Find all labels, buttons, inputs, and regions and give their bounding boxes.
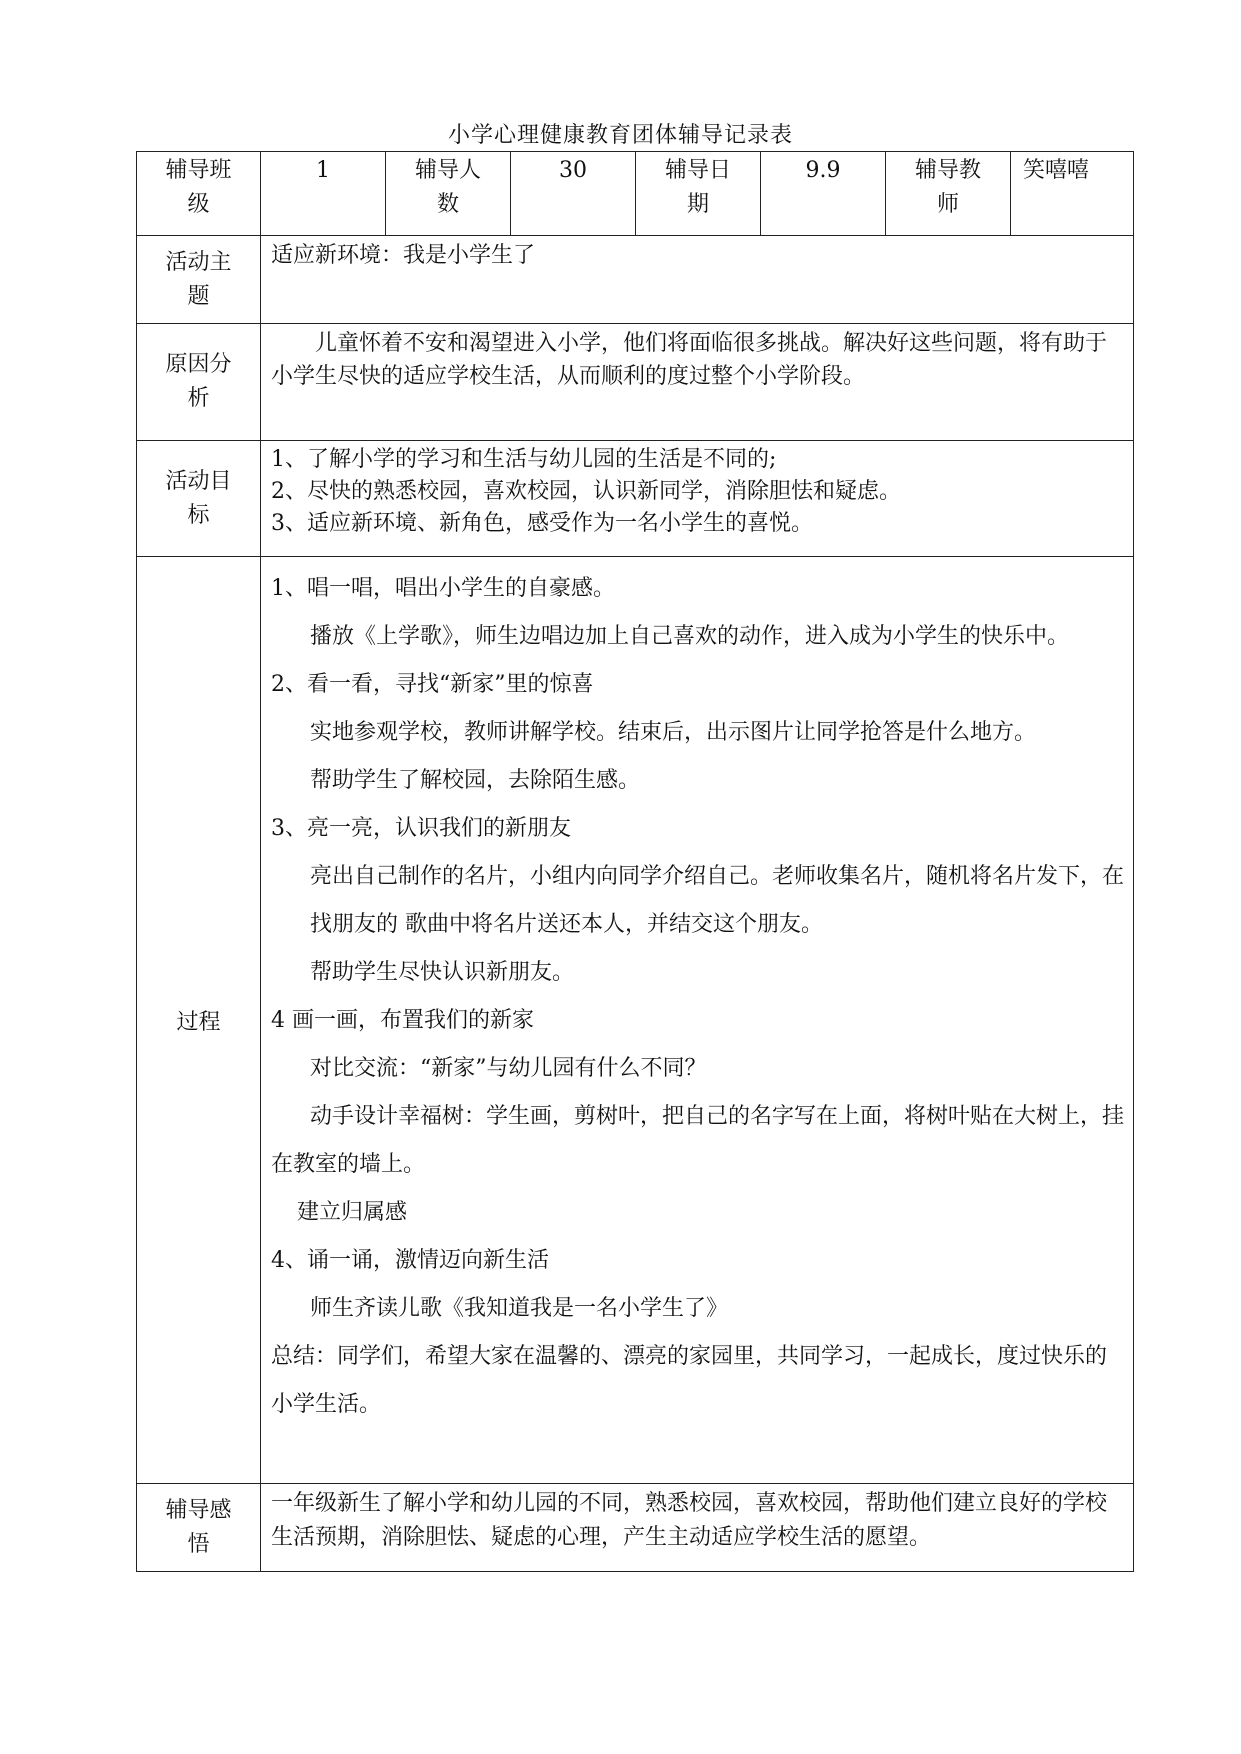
goals-list [261,441,1134,557]
class-label: 辅导班级 [137,152,261,236]
step3-text2: 帮助学生尽快认识新朋友。 [310,960,575,985]
goals-label-text: 活动目标 [165,468,232,528]
step1-title: 1、唱一唱，唱出小学生的自豪感。 [271,576,615,601]
goal-item: 2、尽快的熟悉校园，喜欢校园，认识新同学，消除胆怯和疑虑。 [271,479,901,504]
date-label: 辅导日期 [636,152,761,236]
process-label: 过程 [137,557,261,1484]
step2-text1: 实地参观学校，教师讲解学校。结束后，出示图片让同学抢答是什么地方。 [310,720,1037,745]
process-content [261,557,1134,1484]
reason-label [137,324,261,441]
reflection-value: 一年级新生了解小学和幼儿园的不同，熟悉校园，喜欢校园，帮助他们建立良好的学校生活预期，消除胆怯、疑虑的心理，产生主动适应学校生活的愿望。 [261,1484,1134,1572]
teacher-value: 笑嘻嘻 [1011,152,1134,236]
step4-title: 4 画一画，布置我们的新家 [271,1008,534,1033]
theme-value: 适应新环境：我是小学生了 [261,236,1134,324]
theme-label [137,236,261,324]
page-title: 小学心理健康教育团体辅导记录表 [447,123,793,148]
step4-text3: 建立归属感 [297,1200,408,1225]
teacher-label: 辅导教师 [886,152,1011,236]
process-summary: 总结：同学们，希望大家在温馨的、漂亮的家园里，共同学习，一起成长，度过快乐的小学生活。 [271,1344,1108,1417]
reason-label-text: 原因分析 [165,352,232,411]
count-label: 辅导人数 [386,152,511,236]
count-value: 30 [511,152,636,236]
step2-title: 2、看一看，寻找“新家”里的惊喜 [271,672,594,697]
step1-text: 播放《上学歌》，师生边唱边加上自己喜欢的动作，进入成为小学生的快乐中。 [310,624,1070,649]
step5-title: 4、诵一诵，激情迈向新生活 [271,1248,549,1273]
date-value: 9.9 [761,152,886,236]
reflection-label [137,1484,261,1572]
step2-text2: 帮助学生了解校园，去除陌生感。 [310,768,641,793]
step5-text: 师生齐读儿歌《我知道我是一名小学生了》 [310,1296,729,1321]
record-table [136,151,1134,1572]
reason-value [261,324,1134,441]
theme-label-text: 活动主题 [165,249,232,309]
goal-item: 3、适应新环境、新角色，感受作为一名小学生的喜悦。 [271,511,813,536]
step4-text1: 对比交流：“新家”与幼儿园有什么不同？ [310,1056,707,1081]
step3-title: 3、亮一亮，认识我们的新朋友 [271,816,571,841]
step4-text2: 动手设计幸福树：学生画，剪树叶，把自己的名字写在上面，将树叶贴在大树上，挂在教室的墙上。 [271,1104,1125,1177]
reason-text: 儿童怀着不安和渴望进入小学，他们将面临很多挑战。解决好这些问题，将有助于小学生尽快的适应学校生活，从而顺利的度过整个小学阶段。 [271,331,1108,389]
class-value: 1 [261,152,386,236]
goal-item: 1、了解小学的学习和生活与幼儿园的生活是不同的; [271,447,777,472]
reflection-label-text: 辅导感悟 [165,1497,232,1557]
step3-text1: 亮出自己制作的名片，小组内向同学介绍自己。老师收集名片，随机将名片发下，在找朋友的 歌曲中将名片送还本人，并结交这个朋友。 [310,864,1125,937]
goals-label [137,441,261,557]
